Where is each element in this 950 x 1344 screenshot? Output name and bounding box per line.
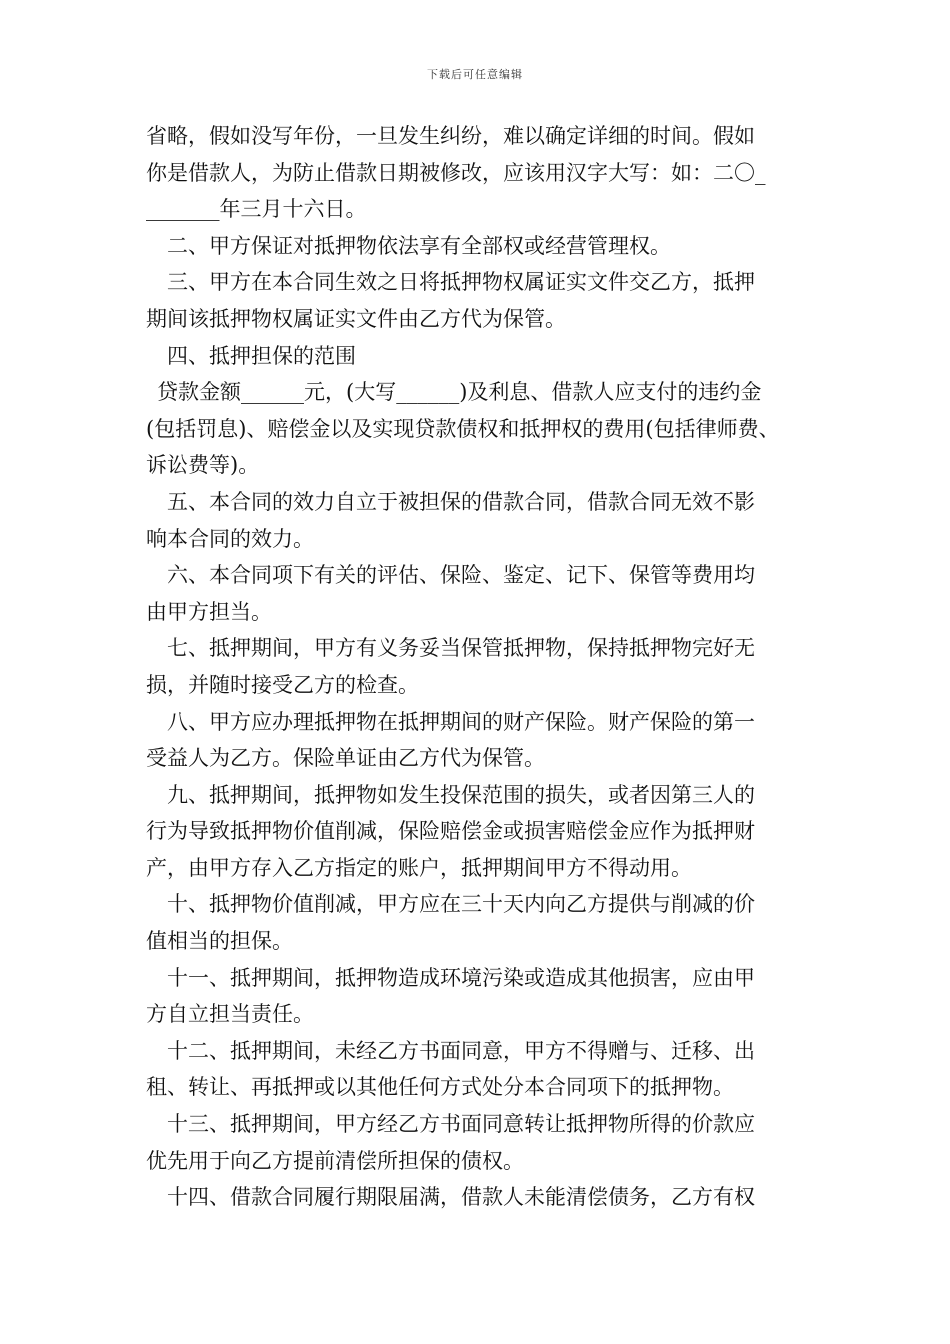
text-line: 优先用于向乙方提前清偿所担保的债权。 (146, 1148, 524, 1173)
text-line: 三、甲方在本合同生效之日将抵押物权属证实文件交乙方，抵押 (167, 270, 755, 295)
clause-11 (146, 960, 826, 1033)
text-line: (包括罚息)、赔偿金以及实现贷款债权和抵押权的费用(包括律师费、 (146, 416, 780, 441)
text-line: 九、抵押期间，抵押物如发生投保范围的损失，或者因第三人的 (167, 782, 755, 807)
text-line: 四、抵押担保的范围 (167, 343, 356, 368)
text-line: 值相当的担保。 (146, 929, 293, 954)
page-header: 下载后可任意编辑 (427, 68, 523, 81)
document-body (146, 118, 826, 1216)
clause-12 (146, 1033, 826, 1106)
text-line: 十一、抵押期间，抵押物造成环境污染或造成其他损害，应由甲 (167, 965, 755, 990)
text-line: 十、抵押物价值削减，甲方应在三十天内向乙方提供与削减的价 (167, 892, 755, 917)
text-line: 五、本合同的效力自立于被担保的借款合同，借款合同无效不影 (167, 489, 755, 514)
text-line: 你是借款人，为防止借款日期被修改，应该用汉字大写：如：二〇_ (146, 160, 766, 185)
text-line: 十三、抵押期间，甲方经乙方书面同意转让抵押物所得的价款应 (167, 1112, 755, 1137)
clause-10 (146, 886, 826, 959)
clause-9 (146, 777, 826, 887)
paragraph-date-note (146, 118, 826, 228)
text-line: 受益人为乙方。保险单证由乙方代为保管。 (146, 746, 545, 771)
text-line: 由甲方担当。 (146, 599, 272, 624)
text-line: 诉讼费等)。 (146, 453, 260, 478)
text-line: 产，由甲方存入乙方指定的账户，抵押期间甲方不得动用。 (146, 855, 692, 880)
text-line: 省略，假如没写年份，一旦发生纠纷，难以确定详细的时间。假如 (146, 124, 755, 148)
text-line: 损，并随时接受乙方的检查。 (146, 672, 419, 697)
clause-8 (146, 704, 826, 777)
text-line: 租、转让、再抵押或以其他任何方式处分本合同项下的抵押物。 (146, 1075, 734, 1100)
text-line: 十四、借款合同履行期限届满，借款人未能清偿债务，乙方有权 (167, 1185, 755, 1210)
text-line: 期间该抵押物权属证实文件由乙方代为保管。 (146, 306, 566, 331)
text-line: 方自立担当责任。 (146, 1002, 314, 1027)
text-line: 十二、抵押期间，未经乙方书面同意，甲方不得赠与、迁移、出 (167, 1038, 755, 1063)
clause-2 (146, 228, 826, 265)
text-line: 行为导致抵押物价值削减，保险赔偿金或损害赔偿金应作为抵押财 (146, 819, 755, 844)
text-line: 贷款金额______元，(大写______)及利息、借款人应支付的违约金 (157, 380, 762, 405)
clause-14 (146, 1179, 826, 1216)
text-line: 八、甲方应办理抵押物在抵押期间的财产保险。财产保险的第一 (167, 709, 755, 734)
clause-4-title (146, 338, 826, 375)
text-line: 七、抵押期间，甲方有义务妥当保管抵押物，保持抵押物完好无 (167, 636, 755, 661)
clause-5 (146, 484, 826, 557)
text-line: _______年三月十六日。 (146, 197, 367, 222)
clause-4-body (146, 374, 826, 484)
clause-13 (146, 1106, 826, 1179)
clause-3 (146, 264, 826, 337)
text-line: 响本合同的效力。 (146, 526, 314, 551)
clause-6 (146, 557, 826, 630)
clause-7 (146, 630, 826, 703)
text-line: 二、甲方保证对抵押物依法享有全部权或经营管理权。 (167, 233, 671, 258)
text-line: 六、本合同项下有关的评估、保险、鉴定、记下、保管等费用均 (167, 563, 755, 588)
